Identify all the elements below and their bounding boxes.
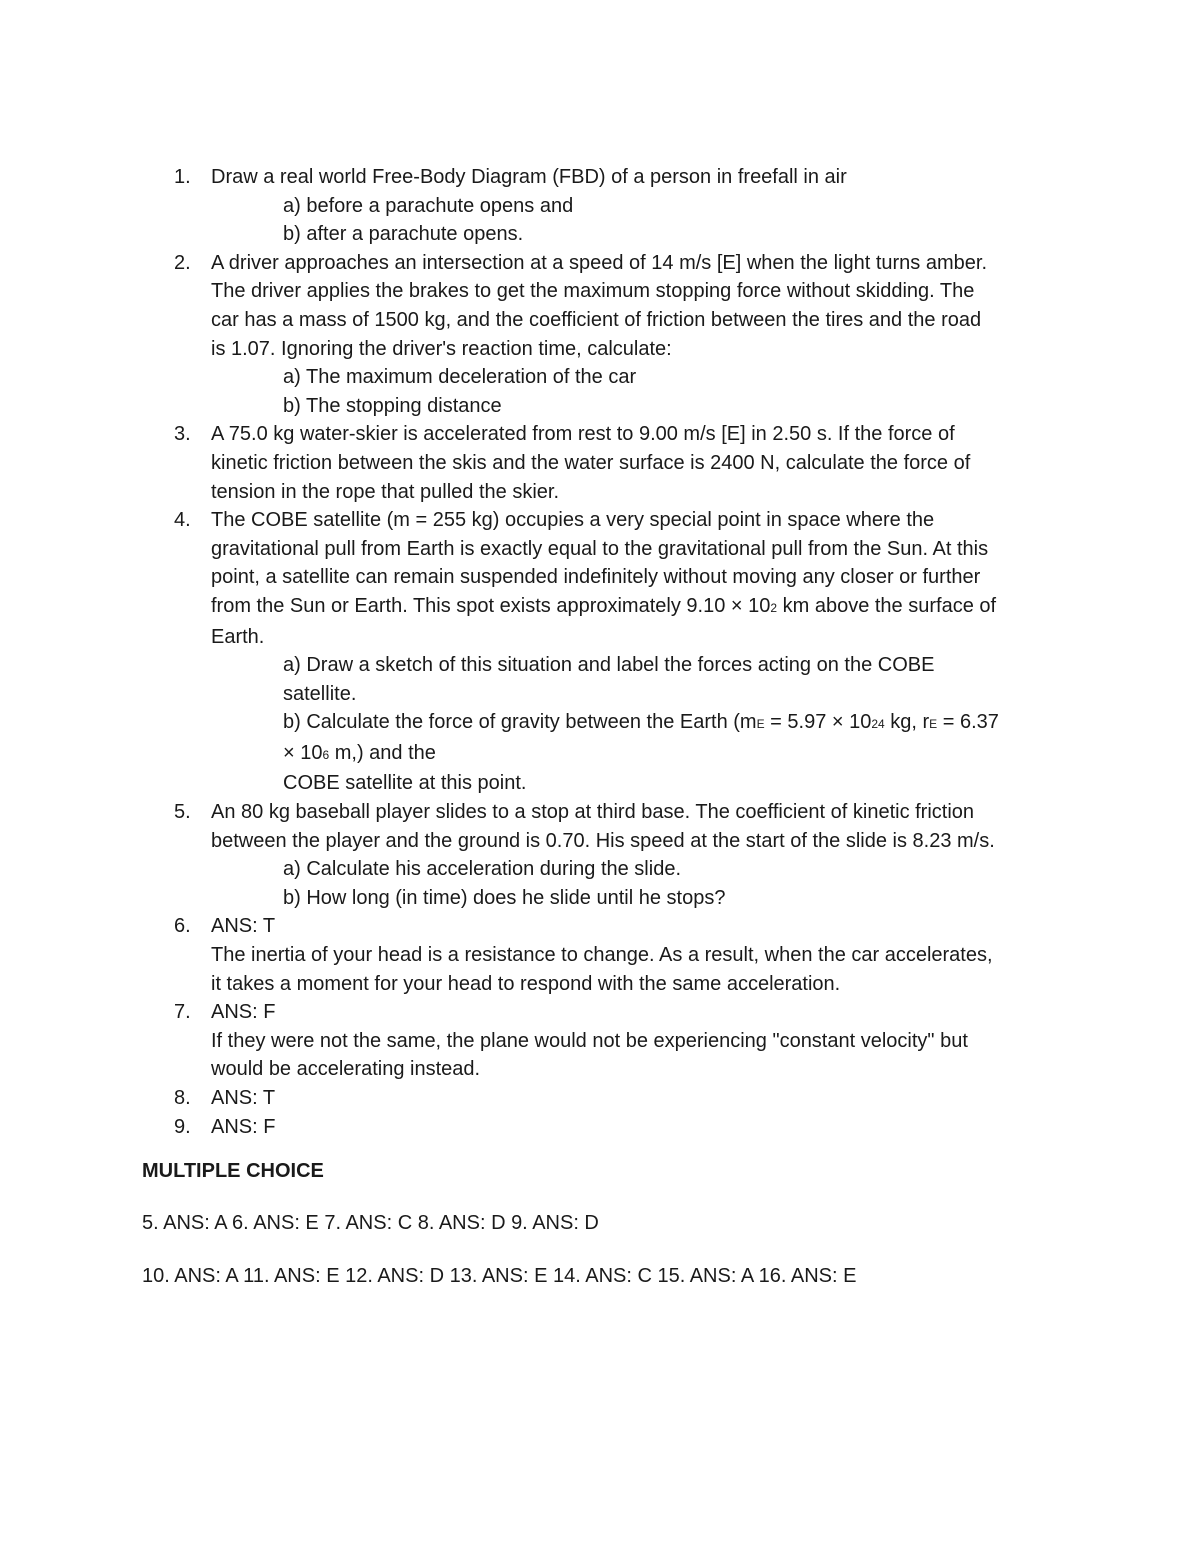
sub-question: a) before a parachute opens and <box>283 194 574 217</box>
question-number: 1. <box>174 166 191 188</box>
question-text: A 75.0 kg water-skier is accelerated from rest to 9.00 m/s [E] in 2.50 s. If the force of <box>211 423 955 446</box>
question-text: An 80 kg baseball player slides to a stop at third base. The coefficient of kinetic friction <box>211 801 975 824</box>
question-4 <box>0 506 1061 798</box>
question-5 <box>0 798 1061 912</box>
multiple-choice-answers-line-1: 5. ANS: A 6. ANS: E 7. ANS: C 8. ANS: D 9. ANS: D <box>142 1212 599 1234</box>
text-run: × 10 <box>283 741 323 764</box>
answer-text: ANS: F <box>211 1001 276 1024</box>
question-number: 4. <box>174 509 191 532</box>
sub-question-continued: satellite. <box>283 682 357 705</box>
question-text: is 1.07. Ignoring the driver's reaction time, calculate: <box>211 337 672 360</box>
question-8 <box>0 1084 1061 1113</box>
sub-question-continued: COBE satellite at this point. <box>283 772 527 795</box>
question-7 <box>0 998 1061 1084</box>
question-text: between the player and the ground is 0.70. His speed at the start of the slide is 8.23 m/s. <box>211 829 995 852</box>
subscript: 2 <box>770 600 778 615</box>
sub-question: b) How long (in time) does he slide until he stops? <box>283 886 726 909</box>
question-text: point, a satellite can remain suspended indefinitely without moving any closer or further <box>211 566 981 589</box>
question-number: 2. <box>174 251 191 274</box>
sub-question: a) Draw a sketch of this situation and label the forces acting on the COBE <box>283 654 935 677</box>
sub-question <box>211 708 1061 739</box>
text-run: kg, r <box>884 711 930 734</box>
question-number: 5. <box>174 801 191 824</box>
subscript: 6 <box>322 747 330 762</box>
text-run: = 5.97 × 10 <box>764 711 872 734</box>
question-3 <box>0 420 1061 506</box>
question-text: kinetic friction between the skis and the water surface is 2400 N, calculate the force of <box>211 451 971 474</box>
question-9 <box>0 1113 1061 1142</box>
answer-explanation: The inertia of your head is a resistance to change. As a result, when the car accelerates, <box>211 944 993 967</box>
subscript: E <box>756 717 765 732</box>
subscript: 24 <box>871 717 885 732</box>
question-number: 6. <box>174 915 191 938</box>
subscript: E <box>929 717 938 732</box>
question-text: tension in the rope that pulled the skier. <box>211 480 560 503</box>
question-number: 8. <box>174 1087 191 1109</box>
answer-text: ANS: T <box>211 1087 276 1109</box>
question-list <box>0 163 1200 1141</box>
answer-text: ANS: T <box>211 915 276 938</box>
question-number: 3. <box>174 423 191 446</box>
text-run: km above the surface of <box>777 594 997 617</box>
answer-explanation: would be accelerating instead. <box>211 1058 481 1081</box>
answer-text: ANS: F <box>211 1115 276 1138</box>
question-text: The COBE satellite (m = 255 kg) occupies a very special point in space where the <box>211 509 935 532</box>
text-run: m,) and the <box>329 741 436 764</box>
question-1 <box>0 163 1061 249</box>
question-text: car has a mass of 1500 kg, and the coefficient of friction between the tires and the road <box>211 308 982 331</box>
sub-question: b) The stopping distance <box>283 394 502 417</box>
question-text <box>211 592 1061 623</box>
text-run: = 6.37 <box>937 711 999 734</box>
question-text: Draw a real world Free-Body Diagram (FBD) of a person in freefall in air <box>211 166 847 188</box>
question-number: 9. <box>174 1115 191 1138</box>
answer-explanation: it takes a moment for your head to respond with the same acceleration. <box>211 972 841 995</box>
question-number: 7. <box>174 1001 191 1024</box>
multiple-choice-answers-line-2: 10. ANS: A 11. ANS: E 12. ANS: D 13. ANS: E 14. ANS: C 15. ANS: A 16. ANS: E <box>142 1265 857 1287</box>
text-run: from the Sun or Earth. This spot exists approximately 9.10 × 10 <box>211 594 771 617</box>
question-2 <box>0 249 1061 421</box>
question-text: A driver approaches an intersection at a speed of 14 m/s [E] when the light turns amber. <box>211 251 987 274</box>
question-text: The driver applies the brakes to get the maximum stopping force without skidding. The <box>211 280 975 303</box>
sub-question: a) Calculate his acceleration during the slide. <box>283 858 681 881</box>
multiple-choice-heading: MULTIPLE CHOICE <box>142 1160 324 1182</box>
question-6 <box>0 912 1061 998</box>
question-text: gravitational pull from Earth is exactly equal to the gravitational pull from the Sun. At this <box>211 537 989 560</box>
text-run: b) Calculate the force of gravity between the Earth (m <box>283 711 757 734</box>
question-text: Earth. <box>211 625 265 648</box>
answer-explanation: If they were not the same, the plane would not be experiencing "constant velocity" but <box>211 1029 968 1052</box>
sub-question: b) after a parachute opens. <box>283 223 524 246</box>
sub-question: a) The maximum deceleration of the car <box>283 366 637 389</box>
sub-question-continued <box>211 739 1061 770</box>
